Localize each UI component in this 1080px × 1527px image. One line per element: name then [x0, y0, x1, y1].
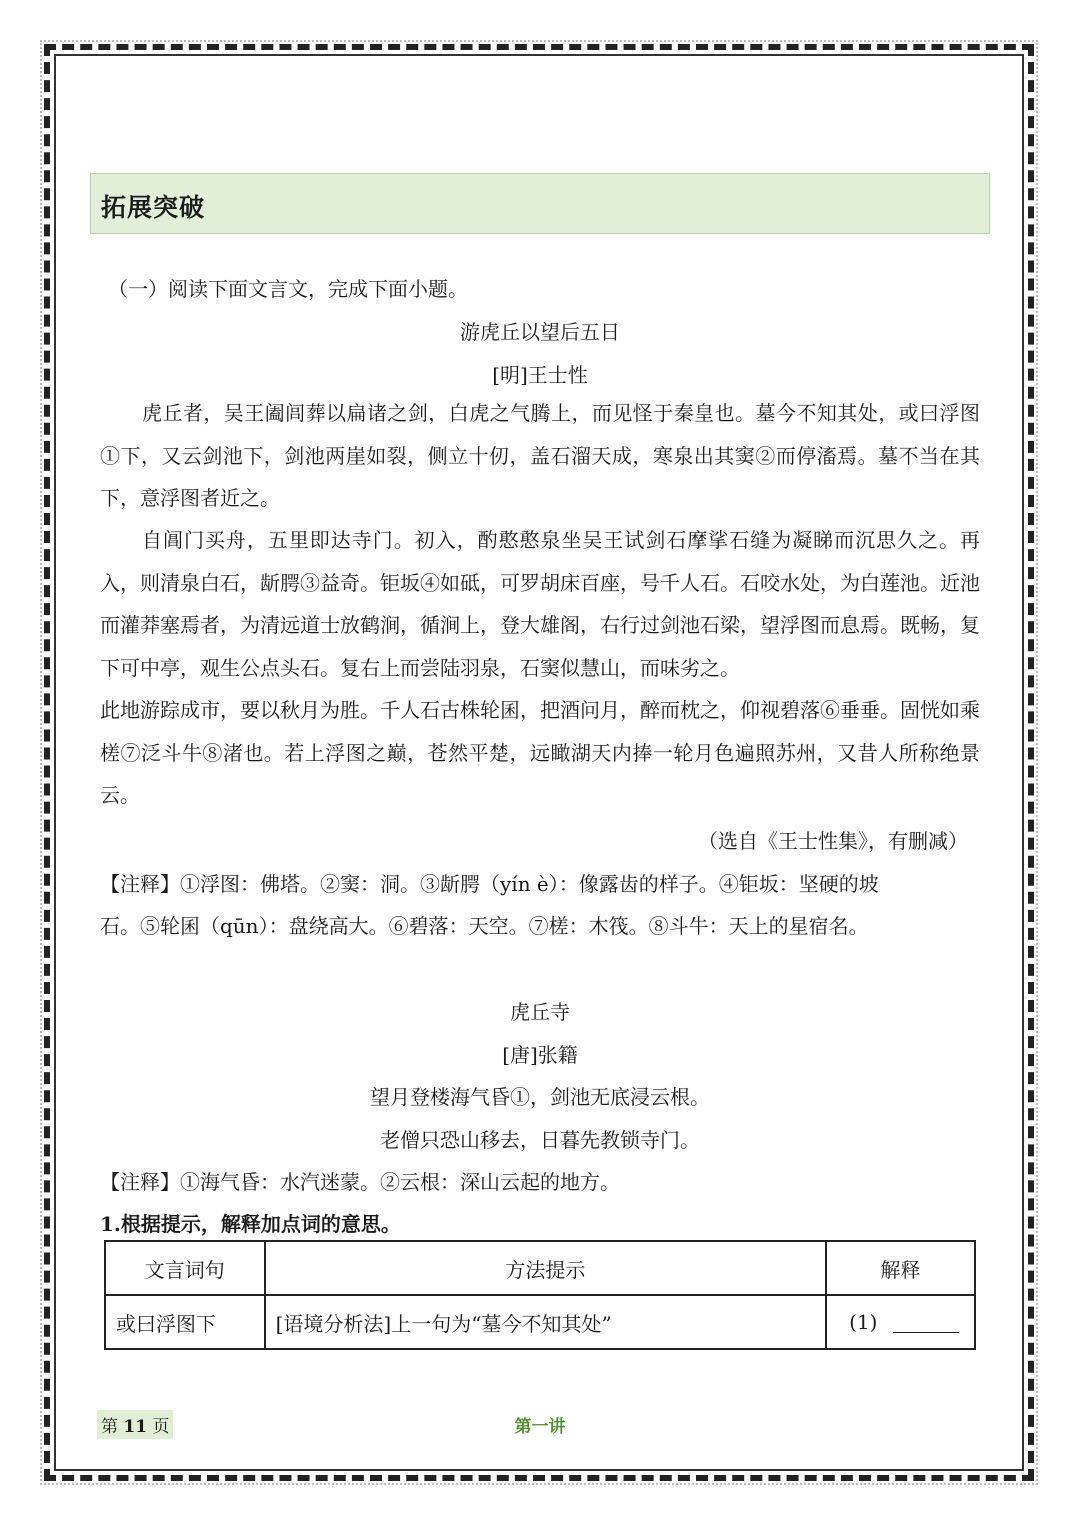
table-header: 解释 [826, 1241, 975, 1295]
answer-table [104, 1240, 976, 1350]
question-prompt: 1.根据提示，解释加点词的意思。 [100, 1212, 401, 1236]
section-title: 拓展突破 [101, 193, 206, 222]
lecture-label: 第一讲 [514, 1417, 566, 1437]
text2-author: [唐]张籍 [502, 1043, 578, 1067]
text1-notes-line: 石。⑤轮囷（qūn）：盘绕高大。⑥碧落：天空。⑦槎：木筏。⑧斗牛：天上的星宿名。 [100, 914, 869, 938]
text2-line: 望月登楼海气昏①，剑池无底浸云根。 [370, 1085, 710, 1109]
answer-blank[interactable] [893, 1314, 959, 1333]
table-row [105, 1295, 975, 1349]
table-header-row [105, 1241, 975, 1295]
table-cell-phrase: 或曰浮图下 [105, 1295, 265, 1349]
text1-author: [明]王士性 [492, 363, 588, 387]
answer-label: (1) [849, 1310, 878, 1334]
text1-paragraph: 此地游踪成市，要以秋月为胜。千人石古株轮囷，把酒问月，醉而枕之，仰视碧落⑥垂垂。固恍如乘槎⑦泛斗牛⑧渚也。若上浮图之巅，苍然平楚，远瞰湖天内捧一轮月色遍照苏州，又昔人所称绝景云。 [100, 698, 980, 807]
text2-note: 【注释】①海气昏：水汽迷蒙。②云根：深山云起的地方。 [100, 1170, 620, 1194]
page-prefix: 第 [101, 1417, 118, 1437]
text1-title: 游虎丘以望后五日 [460, 320, 620, 344]
table-cell-hint: [语境分析法]上一句为“墓今不知其处” [265, 1295, 827, 1349]
text2-title: 虎丘寺 [510, 1000, 570, 1024]
table-header: 方法提示 [265, 1241, 827, 1295]
page-number: 11 [123, 1417, 148, 1437]
table-header: 文言词句 [105, 1241, 265, 1295]
question-intro: （一）阅读下面文言文，完成下面小题。 [108, 277, 468, 301]
text1-source: （选自《王士性集》，有删减） [698, 829, 968, 853]
table-cell-answer[interactable] [826, 1295, 975, 1349]
text1-paragraph: 自阊门买舟，五里即达寺门。初入，酌憨憨泉坐吴王试剑石摩挲石缝为凝睇而沉思久之。再入，则清泉白石，龂腭③益奇。钜坂④如砥，可罗胡床百座，号千人石。石咬水处，为白莲池。近池而灌莽塞焉者，为清远道士放鹤涧，循涧上，登大雄阁，右行过剑池石梁，望浮图而息焉。既畅，复下可中亭，观生公点头石。复右上而尝陆羽泉，石窦似慧山，而味劣之。 [100, 528, 980, 680]
text1-notes-line: 【注释】①浮图：佛塔。②窦：洞。③龂腭（yín è）：像露齿的样子。④钜坂：坚硬的坡 [100, 872, 879, 896]
text2-line: 老僧只恐山移去，日暮先教锁寺门。 [380, 1128, 700, 1152]
page-suffix: 页 [152, 1417, 170, 1437]
section-banner [90, 173, 990, 234]
text1-paragraph: 虎丘者，吴王阖闾葬以扁诸之剑，白虎之气腾上，而见怪于秦皇也。墓今不知其处，或曰浮图①下，又云剑池下，剑池两崖如裂，侧立十仞，盖石溜天成，寒泉出其窦②而停滀焉。墓不当在其下，意浮图者近之。 [100, 401, 980, 510]
